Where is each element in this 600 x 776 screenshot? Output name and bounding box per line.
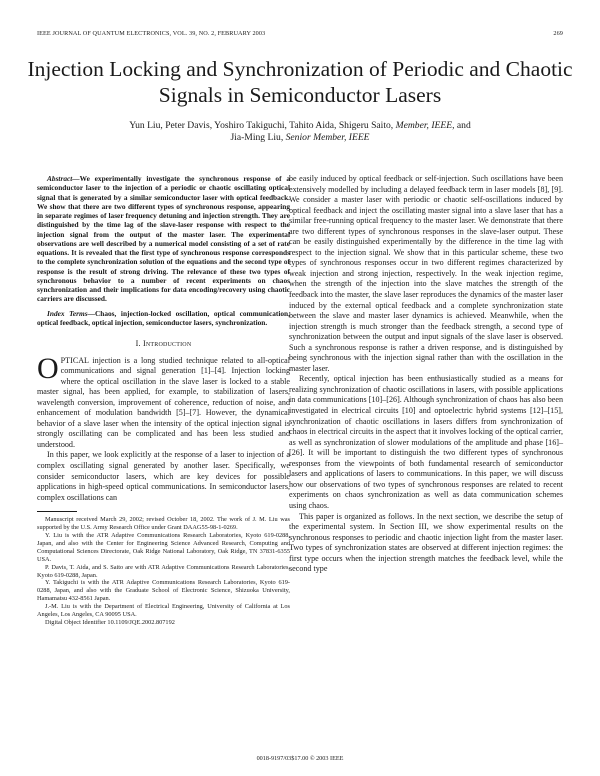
- footnote: Y. Takiguchi is with the ATR Adaptive Communications Research Laboratories, Kyoto 619-0288, Japan, and also with the Graduate School of Electronic Science, Shizuoka University, Hamamatsu 432-8561 Japan.: [37, 579, 290, 603]
- journal-name: IEEE JOURNAL OF QUANTUM ELECTRONICS, VOL. 39, NO. 2, FEBRUARY 2003: [37, 30, 266, 37]
- abstract-label: Abstract—: [47, 174, 80, 183]
- running-header: [37, 30, 563, 40]
- section-number: I.: [135, 339, 141, 348]
- index-terms: [37, 309, 290, 328]
- index-terms-text: Chaos, injection-locked oscillation, optical communication, optical feedback, optical injection, semiconductor lasers, synchronization.: [37, 308, 290, 327]
- copyright-footer: 0018-9197/03$17.00 © 2003 IEEE: [256, 755, 344, 762]
- left-column: [37, 174, 290, 627]
- body-paragraph: be easily induced by optical feedback or self-injection. Such oscillations have been extensively modelled by including a delayed feedback term in laser models [8], [9]. We consider a master laser with periodic or chaotic self-oscillations induced by optical feedback and inject the oscillating master signal into a slave laser that has a similar free-running optical frequency to the master laser. We demonstrate that there are two different types of synchronous responses in the slave-laser output. These can be easily distinguished experimentally by the difference in the time lag with respect to the injection signal. We show that in this particular scheme, these two types of synchronous responses occur in two different regimes characterized by weak injection and strong injection, respectively. In the weak injection regime, when the strength of the injection into the slave matches the strength of the feedback into the master, the slave laser reproduces the dynamics of the master laser induced by the external optical feedback and a complete synchronization state between the slave and master laser dynamics is achieved. Meanwhile, when the injection strength is much stronger than the feedback strength, a second type of synchronization between the output and input signals of the slave laser is observed. Such a synchronous response is rather a driven response, and is distinguished by being synchronous with the injection signal rather than with the oscillation in the master laser.: [289, 174, 563, 373]
- footnote: Y. Liu is with the ATR Adaptive Communications Research Laboratories, Kyoto 619-0288, Japan, and also with the Center for Engineering Science Advanced Research, Computing and Computational Sciences Directorate, Oak Ridge National Laboratory, Oak Ridge, TN 37831-6355 USA.: [37, 532, 290, 563]
- doi-footnote: Digital Object Identifier 10.1109/JQE.2002.807192: [45, 618, 175, 626]
- author-conjunction: and: [456, 120, 471, 131]
- author-membership: Senior Member, IEEE: [285, 132, 370, 143]
- index-terms-label: Index Terms—: [47, 308, 95, 318]
- intro-paragraph-1: [37, 351, 290, 451]
- footnote: Manuscript received March 29, 2002; revised October 18, 2002. The work of J. M. Liu was supported by the U.S. Army Research Office under Grant DAAG55-98-1-0269.: [37, 516, 290, 532]
- body-paragraph: This paper is organized as follows. In the next section, we describe the setup of the experimental system. In Section III, we show experimental results on the synchronous responses to periodic and chaotic injection light from the master laser. Two types of synchronization states are observed at different injection regimes: the first type occurs when the injection strength matches the feedback level, while the second type: [289, 511, 563, 574]
- intro-paragraph-1-text: PTICAL injection is a long studied technique related to all-optical communications and signal generation [1]–[4]. Injection locking where the optical oscillation in the slave laser is locked to a stable master signal, has been applied, for example, to stabilization of lasers, wavelength conversion, improvement of coherence, reduction of noise, and enhancement of modulation bandwidth [5]–[7]. However, the dynamical behavior of a slave laser when the intensity of the optical injection signal is strongly oscillating can be complicated and has been less studied and understood.: [37, 355, 290, 449]
- author-name: Jia-Ming Liu,: [230, 132, 284, 143]
- author-names: Yun Liu, Peter Davis, Yoshiro Takiguchi, Tahito Aida, Shigeru Saito,: [129, 120, 394, 131]
- intro-paragraph-2: In this paper, we look explicitly at the response of a laser to injection of a complex oscillating signal generated by another laser. Specifically, we consider semiconductor lasers, which are key devices for possible applications in high-speed optical communications. In semiconductor lasers, complex oscillations can: [37, 450, 290, 502]
- author-line-2: [60, 132, 540, 144]
- footnote: J.-M. Liu is with the Department of Electrical Engineering, University of California at Los Angeles, Los Angeles, CA 90095 USA.: [37, 603, 290, 619]
- drop-cap: O: [37, 351, 59, 385]
- author-line-1: [60, 120, 540, 132]
- paper-title: Injection Locking and Synchronization of Periodic and Chaotic Signals in Semiconductor Lasers: [27, 57, 573, 107]
- footnote: P. Davis, T. Aida, and S. Saito are with ATR Adaptive Communications Research Laboratories, Kyoto 619-0288, Japan.: [37, 563, 290, 579]
- author-list: [60, 120, 540, 144]
- right-column: [289, 174, 563, 575]
- footnote-rule: [37, 511, 77, 512]
- section-title: Introduction: [142, 339, 192, 348]
- abstract: [37, 174, 290, 304]
- section-heading: [37, 339, 290, 350]
- author-membership: Member, IEEE,: [395, 120, 455, 131]
- page-number: 269: [553, 30, 563, 37]
- abstract-text: We experimentally investigate the synchronous response of a semiconductor laser to the injection of a periodic or chaotic oscillating optical signal that is generated by a similar semiconductor laser with optical feedback. We show that there are two different types of synchronous response, appearing in separate regimes of laser frequency detuning and injection strength. They are distinguished by the time lag of the slave-laser response with respect to the injection signal from the output of the master laser. The experimental observations are well described by a numerical model consisting of a set of rate equations. It is revealed that the first type of synchronous response corresponds to the complete synchronization solution of the equations and the second type of response is the result of strong driving. The relevance of these two types of synchronous behavior to a number of recent experiments on chaos synchronization and their implications for data encoding/recovery using chaotic carriers are discussed.: [37, 174, 290, 304]
- body-paragraph: Recently, optical injection has been enthusiastically studied as a means for realizing synchronization of chaotic oscillations in lasers, with possible applications in data communications [10]–[26]. Although synchronization of chaos has also been investigated in electrical circuits [10] and optoelectric hybrid systems [12]–[15], synchronization of chaotic oscillations in lasers differs from synchronization of chaos in electrical circuits in the aspect that it involves locking of the optical carrier, as well as synchronization of slower modulations of the amplitude and phase [16]–[26]. It will be important to distinguish the two different types of synchronous responses from the viewpoints of both fundamental research of semiconductor lasers and applications of lasers to communications. In this paper, we will discuss how our observations of two types of synchronous responses are related to recent experiments on chaos synchronization as well as data communication schemes using chaos.: [289, 374, 563, 510]
